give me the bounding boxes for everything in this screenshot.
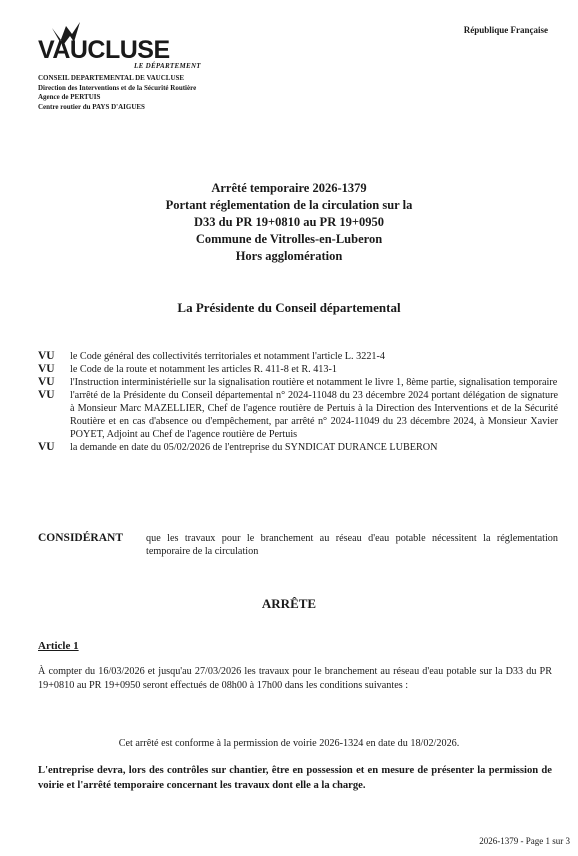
vu-item bbox=[38, 376, 558, 389]
article-1-body: À compter du 16/03/2026 et jusqu'au 27/03/2026 les travaux pour le branchement au réseau d'eau potable sur la D33 du PR 19+0810 au PR 19+0950 seront effectués de 08h00 à 17h00 dans les conditions suivantes : bbox=[38, 666, 552, 691]
vu-item bbox=[38, 441, 558, 454]
title-line: Arrêté temporaire 2026-1379 bbox=[211, 181, 367, 195]
title-line: Portant réglementation de la circulation sur la bbox=[165, 198, 413, 212]
org-line: CONSEIL DEPARTEMENTAL DE VAUCLUSE bbox=[38, 74, 185, 82]
vu-key: VU bbox=[38, 441, 55, 453]
republique-francaise: République Française bbox=[463, 25, 548, 35]
title-line: D33 du PR 19+0810 au PR 19+0950 bbox=[194, 215, 384, 229]
vu-key: VU bbox=[38, 376, 55, 388]
arrete-heading: ARRÊTE bbox=[261, 596, 317, 611]
vu-text: le Code de la route et notamment les articles R. 411-8 et R. 413-1 bbox=[70, 364, 337, 375]
page-footer: 2026-1379 - Page 1 sur 3 bbox=[479, 836, 570, 846]
vu-key: VU bbox=[38, 389, 55, 401]
vu-list bbox=[38, 350, 558, 454]
org-line: Centre routier du PAYS D'AIGUES bbox=[38, 102, 145, 111]
considerant-block bbox=[38, 532, 558, 558]
vu-text: le Code général des collectivités territoriales et notamment l'article L. 3221-4 bbox=[70, 351, 385, 362]
article-1-heading: Article 1 bbox=[38, 640, 79, 652]
vu-text: la demande en date du 05/02/2026 de l'entreprise du SYNDICAT DURANCE LUBERON bbox=[70, 442, 438, 453]
title-line: Commune de Vitrolles-en-Luberon bbox=[195, 232, 383, 246]
company-obligation: L'entreprise devra, lors des contrôles sur chantier, être en possession et en mesure de présenter la permission de voirie et l'arrêté temporaire concernant les travaux dont elle a la charge. bbox=[38, 765, 552, 791]
vu-text: l'Instruction interministérielle sur la signalisation routière et notamment le livre 1, 8ème partie, signalisation temporaire bbox=[70, 377, 558, 388]
org-line: Agence de PERTUIS bbox=[38, 93, 101, 101]
vu-key: VU bbox=[38, 363, 55, 375]
title-line: Hors agglomération bbox=[235, 249, 343, 263]
vu-text: l'arrêté de la Présidente du Conseil départemental n° 2024-11048 du 23 décembre 2024 portant délégation de signature à Monsieur Marc MAZELLIER, Chef de l'agence routière de Pertuis à la Direction des Interventions et de la Sécurité Routière et en cas d'absence ou d'empêchement, par arrêté n° 2024-11049 du 23 décembre 2024, à Monsieur Xavier POYET, Adjoint au Chef de l'agence routière de Pertuis bbox=[70, 390, 558, 440]
logo-text: VAUCLUSE bbox=[38, 36, 170, 64]
conformity-note: Cet arrêté est conforme à la permission de voirie 2026-1324 en date du 18/02/2026. bbox=[118, 738, 460, 749]
vu-item bbox=[38, 350, 558, 363]
vu-item bbox=[38, 389, 558, 441]
vaucluse-logo bbox=[38, 22, 201, 70]
decree-title bbox=[0, 180, 578, 265]
considerant-key: CONSIDÉRANT bbox=[38, 532, 123, 544]
organization-block bbox=[38, 74, 196, 112]
vu-key: VU bbox=[38, 350, 55, 362]
logo-subtitle: LE DÉPARTEMENT bbox=[134, 62, 201, 70]
org-line: Direction des Interventions et de la Sécurité Routière bbox=[38, 83, 197, 92]
vu-item bbox=[38, 363, 558, 376]
considerant-text: que les travaux pour le branchement au réseau d'eau potable nécessitent la réglementation temporaire de la circulation bbox=[146, 533, 558, 557]
authority-heading: La Présidente du Conseil départemental bbox=[177, 300, 401, 315]
